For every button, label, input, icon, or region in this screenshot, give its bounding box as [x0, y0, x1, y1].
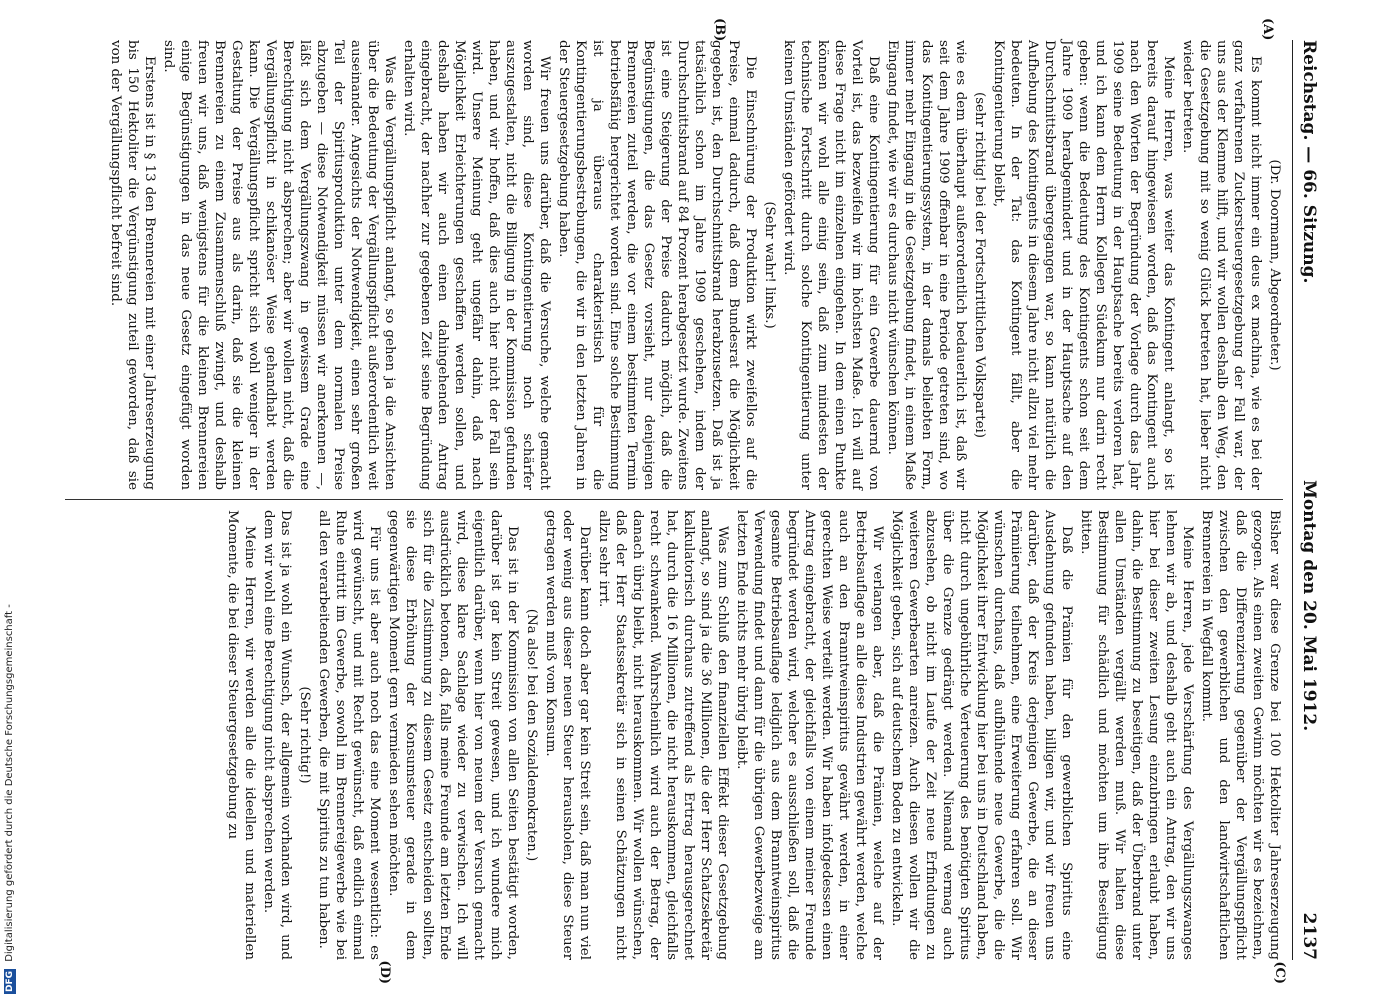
interjection: (Sehr wahr! links.) — [761, 201, 777, 329]
interjection: (Sehr richtig!) — [296, 686, 312, 784]
page-number: 2137 — [1298, 912, 1319, 960]
paragraph: Daß eine Kontingentierung für ein Gewerbe dauernd von Vorteil ist, das bezweifeln wir im höchsten Maße. Ich will auf diese Frage nicht im einzelnen eingehen. In dem einen Punkte können wir wohl alle einig sein, daß zum mindesten der technische Fortschritt durch solche Kontingentierung unter keinen Umständen gefördert wird. — [780, 40, 881, 490]
paragraph: Für uns ist aber auch noch das eine Moment wesentlich: es wird gewünscht, und mit Recht gewünscht, daß endlich einmal Ruhe eintritt im Gewerbe, sowohl im Brennereigewerbe wie bei all den verarbeitenden Gewerben, die mit Spiritus zu tun haben. — [315, 510, 382, 960]
paragraph: Daß die Prämien für den gewerblichen Spiritus eine Ausdehnung gefunden haben, billigen wir, und wir freuen uns darüber, daß der Kreis derjenigen Gewerbe, die an dieser Prämiierung teilnehmen, eine Erweiterung erfahren soll. Wir wünschen durchaus, daß aufblühende neue Gewerbe, die die Möglichkeit ihrer Entwicklung hier bei uns in Deutschland haben, nicht durch ungebührliche Verteuerung des benötigten Spiritus über die Grenze gedrängt werden. Niemand vermag auch abzusehen, ob nicht im Laufe der Zeit neue Erfindungen zu weiteren Gewerbearten anreizen. Auch diesen wollen wir die Möglichkeit geben, sich auf deutschem Boden zu entwickeln. — [888, 510, 1074, 960]
margin-marker-a: (A) — [1259, 18, 1275, 41]
margin-marker-d: (D) — [376, 960, 392, 984]
header-date: Montag den 20. Mai 1912. — [1298, 480, 1319, 732]
paragraph: Wir verlangen aber, daß die Prämien, welche auf der Betriebsauflage an alle diese Industrien gewährt werden, welche auch an den Branntweinspiritus gewährt werden, in einer gerechten Weise verteilt werden. Wir haben infolgedessen einen Antrag eingebracht, der gleichfalls von einem meiner Freunde begründet werden wird, welcher es ausschließen soll, daß die gesamte Betriebsauflage lediglich aus dem Branntweinspiritus Verwendung findet und dann für die übrigen Gewerbezweige am letzten Ende nichts mehr übrig bleibt. — [733, 510, 885, 960]
digitization-credit-sidebar — [0, 0, 24, 1000]
dfg-logo: DFG — [5, 970, 15, 992]
right-column — [65, 510, 1283, 960]
paragraph: Die Einschnürung der Produktion wirkt zweifellos auf die Preise, einmal dadurch, daß dem Bundesrat die Möglichkeit gegeben ist, den Durchschnittsbrand herabzusetzen. Daß ist ja tatsächlich schon im Jahre 1909 geschehen, indem der Durchschnittsbrand auf 84 Prozent herabgesetzt wurde. Zweitens ist eine Steigerung der Preise dadurch möglich, daß die Begünstigungen, die das Gesetz vorsieht, nur denjenigen Brennereien zuteil werden, die vor einem bestimmten Termin betriebsfähig hergerichtet worden sind. Eine solche Bestimmung ist ja überaus charakteristisch für die Kontingentierungsbestrebungen, die wir in den letzten Jahren in der Steuergesetzgebung haben. — [555, 40, 758, 490]
document-page — [57, 18, 1327, 984]
interjection: (sehr richtig! bei der Fortschrittlichen Volkspartei) — [971, 91, 987, 439]
digitization-credit — [4, 4, 20, 994]
paragraph: Das ist ja wohl ein Wunsch, der allgemein vorhanden wird, und dem wir wohl eine Berechtigung nicht absprechen werden. — [260, 510, 293, 960]
paragraph: Es kommt nicht immer ein deus ex machina, wie es bei der ganz verfahrenen Zuckersteuergesetzgebung der Fall war, der uns aus der Klemme hilft, und wir wollen deshalb den Weg, den die Gesetzgebung mit so wenig Glück betreten hat, lieber nicht wieder betreten. — [1179, 40, 1263, 490]
header-left-title: Reichstag. — 66. Sitzung. — [1298, 40, 1319, 284]
paragraph: Bisher war diese Grenze bei 100 Hektoliter Jahreserzeugung gezogen. Als einen zweiten Gewinn möchten wir es bezeichnen, daß die Differenzierung gegenüber der Vergällungspflicht zwischen den gewerblichen und den landwirtschaftlichen Brennereien in Wegfall kommt. — [1198, 510, 1282, 960]
margin-marker-c: (C) — [1271, 961, 1287, 984]
interjection: (Na also! bei den Sozialdemokraten.) — [523, 608, 539, 862]
page-header — [1292, 40, 1319, 960]
column-divider — [65, 499, 1283, 500]
left-column — [65, 40, 1283, 490]
paragraph: Wir freuen uns darüber, daß die Versuche, welche gemacht worden sind, diese Kontingentierung noch schärfer auszugestalten, nicht die Billigung in der Kommission gefunden haben, und wir hoffen, daß dies auch hier nicht der Fall sein wird. Unsere Meinung geht ungefähr dahin, daß nach Möglichkeit Erleichterungen geschaffen werden sollen, und deshalb haben wir auch einen dahingehenden Antrag eingebracht, der nachher zur gegebenen Zeit seine Begründung erhalten wird. — [400, 40, 552, 490]
paragraph: Was zum Schluß den finanziellen Effekt dieser Gesetzgebung anlangt, so sind ja die 36 Millionen, die der Herr Schatzsekretär kalkulatorisch durchaus zutreffend als Ertrag herausgerechnet hat, durch die 16 Millionen, die nicht herauskommen, gleichfalls recht schwankend. Wahrscheinlich wird auch der Betrag, der danach übrig bleibt, nicht herauskommen. Wir wollen wünschen, daß der Herr Staatssekretär sich in seinen Schätzungen nicht allzu sehr irrt. — [595, 510, 730, 960]
paragraph: Meine Herren, wir werden alle die ideellen und materiellen Momente, die bei dieser Steuergesetzgebung zu — [224, 510, 257, 960]
speaker-note: (Dr. Doormann, Abgeordneter.) — [1266, 159, 1282, 371]
paragraph: Darüber kann doch aber gar kein Streit sein, daß man nun viel oder wenig aus dieser neuen Steuer herausholen, diese Steuer getragen werden muß vom Konsum. — [542, 510, 592, 960]
paragraph: Das ist in der Kommission von allen Seiten bestätigt worden, darüber ist gar kein Streit gewesen, und ich wundere mich eigentlich darüber, wenn hier von neuem der Versuch gemacht wird, diese klare Sachlage wieder zu verwischen. Ich will ausdrücklich betonen, daß, falls meine Freunde am letzten Ende sich für die Zustimmung zu diesem Gesetz entscheiden sollten, sie diese Erhöhung der Konsumsteuer gerade in dem gegenwärtigen Moment gern vermieden sehen möchten. — [385, 510, 520, 960]
paragraph: Erstens ist in § 13 den Brennereien mit einer Jahreserzeugung bis 150 Hektoliter die Vergünstigung zuteil geworden, daß sie von der Vergällungspflicht befreit sind. — [107, 40, 157, 490]
credit-text: Digitalisierung gefördert durch die Deutsche Forschungsgemeinschaft - — [4, 604, 15, 962]
paragraph: Was die Vergällungspflicht anlangt, so gehen ja die Ansichten über die Bedeutung der Vergällungspflicht außerordentlich weit auseinander. Angesichts der Notwendigkeit, einen sehr großen Teil der Spiritusproduktion unter dem normalen Preise abzugeben — diese Notwendigkeit müssen wir anerkennen —, läßt sich dem Vergällungszwang in gewissem Grade eine Berechtigung nicht absprechen; aber wir wollen nicht, daß die Vergällungspflicht in schikanöser Weise gehandhabt werden kann. Die Vergällungspflicht spricht sich wohl weniger in der Gestaltung der Preise aus als darin, daß sie die kleinen Brennereien zu einem Zusammenschluß zwingt, und deshalb freuen wir uns, daß wenigstens für die kleinen Brennereien einige Begünstigungen in das neue Gesetz eingefügt worden sind. — [160, 40, 397, 490]
margin-marker-b: (B) — [711, 18, 727, 42]
paragraph: Meine Herren, jede Verschärfung des Vergällungszwanges lehnen wir ab, und deshalb geht auch ein Antrag, den wir uns hier bei dieser zweiten Lesung einzubringen erlaubt haben, dahin, die Bestimmung zu beseitigen, daß der Überbrand unter allen Umständen vergällt werden muß. Wir halten diese Bestimmung für schädlich und möchten um ihre Beseitigung bitten. — [1077, 510, 1195, 960]
paragraph: Meine Herren, was weiter das Kontingent anlangt, so ist bereits darauf hingewiesen worden, daß das Kontingent auch nach den Worten der Begründung der Vorlage durch das Jahr 1909 seine Bedeutung in der Hauptsache bereits verloren hat, und ich kann dem Herrn Kollegen Südekum nur darin recht geben: wenn die Bedeutung des Kontingents schon seit dem Jahre 1909 herabgemindert und in der Hauptsache auf den Durchschnittsbrand übergegangen war, so kann natürlich die Aufhebung des Kontingents in diesem Jahre nicht allzu viel mehr bedeuten. In der Tat: das Kontingent fällt, aber die Kontingentierung bleibt, — [990, 40, 1176, 490]
paragraph: wie es dem überhaupt außerordentlich bedauerlich ist, daß wir seit dem Jahre 1909 offenbar in eine Periode getreten sind, wo das Kontingentierungssystem, in der damals beliebten Form, immer mehr Eingang in die Gesetzgebung findet, in einem Maße Eingang findet, wie wir es durchaus nicht wünschen können. — [884, 40, 968, 490]
